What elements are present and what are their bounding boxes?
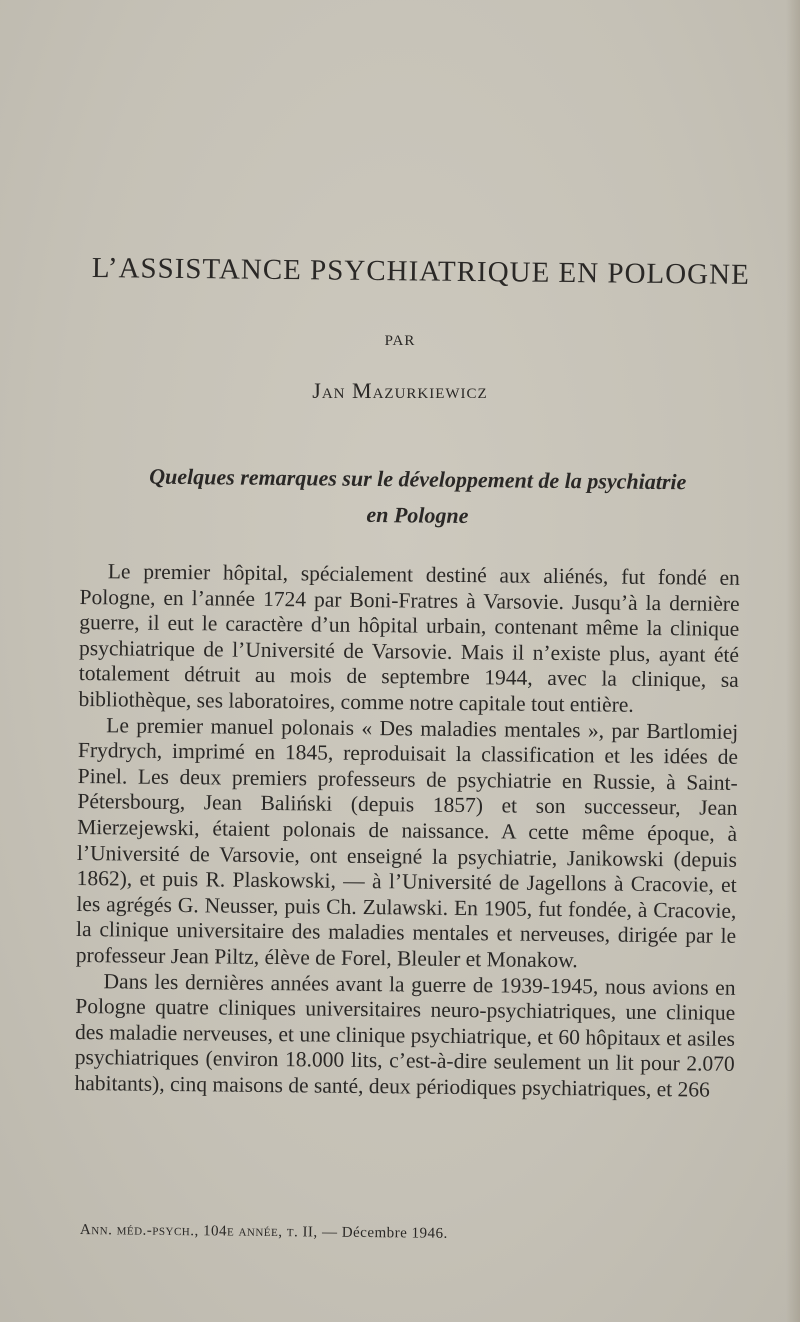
paragraph-2: Le premier manuel polonais « Des maladies mentales », par Bartlomiej Frydrych, imprimé en 1845, reproduisait la classification et les idées de Pinel. Les deux premiers professeurs de psychiatrie en Russie, à Saint-Pétersbourg, Jean Baliński (depuis 1857) et son successeur, Jean Mierzejewski, étaient polonais de naissance. A cette même époque, à l’Université de Varsovie, ont enseigné la psychiatrie, Janikowski (depuis 1862), et puis R. Plaskowski, — à l’Université de Jagellons à Cracovie, et les agrégés G. Neusser, puis Ch. Zulawski. En 1905, fut fondée, à Cracovie, la clinique universitaire des maladies mentales et nerveuses, dirigée par le professeur Jean Piltz, élève de Forel, Bleuler et Monakow. (75, 712, 739, 973)
article-body (74, 559, 740, 1103)
journal-reference: Ann. méd.-psych., 104e année, t. II, (79, 1222, 318, 1241)
section-subtitle (87, 458, 748, 537)
page-footer (80, 1222, 740, 1246)
paragraph-3: Dans les dernières années avant la guerre de 1939-1945, nous avions en Pologne quatre cliniques universitaires neuro-psychiatriques, une clinique des maladie nerveuses, et une clinique psychiatrique, et 60 hôpitaux et asiles psychiatriques (environ 18.000 lits, c’est-à-dire seulement un lit pour 2.070 habitants), cinq maisons de santé, deux périodiques psychiatriques, et 266 (74, 968, 736, 1102)
subtitle-line-2: en Pologne (366, 501, 469, 528)
article-title: L’ASSISTANCE PSYCHIATRIQUE EN POLOGNE (91, 252, 750, 291)
byline: PAR (384, 333, 416, 349)
subtitle-line-1: Quelques remarques sur le développement de la psychiatrie (149, 463, 687, 495)
paragraph-1: Le premier hôpital, spécialement destiné aux aliénés, fut fondé en Pologne, en l’année 1724 par Boni-Fratres à Varsovie. Jusqu’à la dernière guerre, il eut le caractère d’un hôpital urbain, contenant même la clinique psychiatrique de l’Université de Varsovie. Mais il n’existe plus, ayant été totalement détruit au mois de septembre 1944, avec la clinique, sa bibliothèque, ses laboratoires, comme notre capitale tout entière. (78, 559, 740, 717)
issue-date: — Décembre 1946. (321, 1224, 448, 1242)
author-name: Jan Mazurkiewicz (312, 378, 488, 403)
page-edge-shadow (786, 0, 800, 1322)
